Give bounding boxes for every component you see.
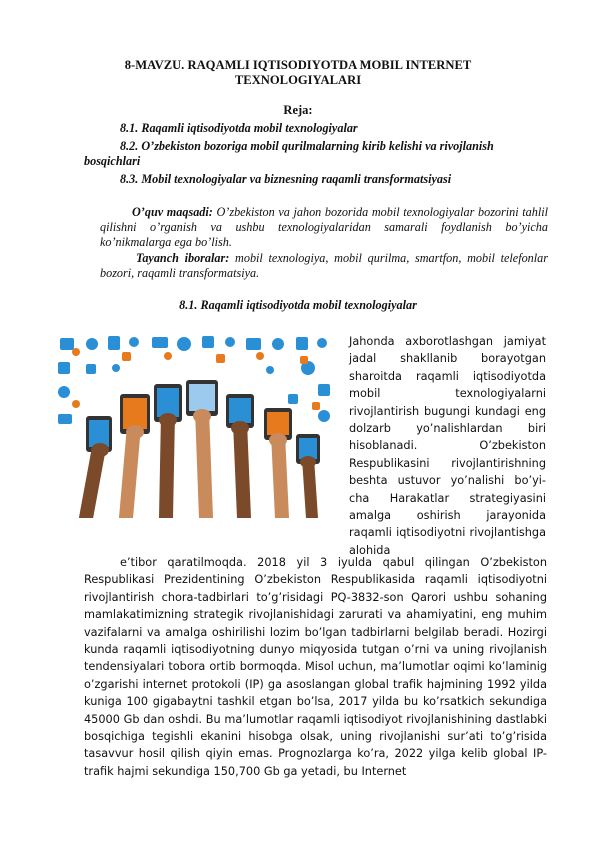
page-title: 8-MAVZU. RAQAMLI IQTISODIYOTDA MOBIL INTERNET TEXNOLOGIYALARI xyxy=(124,58,472,87)
keywords-text: mobil texnologiya, mobil qurilma, smartfon, mobil telefonlar bozori, raqamli transformatsiya. xyxy=(100,251,548,281)
keywords xyxy=(100,251,548,281)
plan-item-2: 8.2. O’zbekiston bozoriga mobil qurilmalarning kirib kelishi va rivojlanish bosqichlari xyxy=(84,139,494,168)
section-heading: 8.1. Raqamli iqtisodiyotda mobil texnologiyalar xyxy=(179,298,417,312)
goal-label: O’quv maqsadi: xyxy=(132,205,213,219)
learning-goal xyxy=(100,205,548,251)
body-paragraph: e’tibor qaratilmoqda. 2018 yil 3 iyulda qabul qilingan O’zbekiston Respublikasi Prezidentining O’zbekiston Respublikasida raqamli iqtisodiyotni rivojlantirish chora-tadbirlari to’g’risidagi PQ-3832-son Qarori ushbu sohaning mamlakatimizning strategik rivojlanishidagi zarurati va ahamiyatini, eng muhim vazifalarni va amalga oshirilishi lozim bo’lgan tadbirlarni belgilab beradi. Hozirgi kunda raqamli iqtisodiyotning dunyo miqyosida tutgan o’rni va uning rivojlanish tendensiyalari tobora ortib bormoqda. Misol uchun, ma’lumotlar oqimi ko’laminig o’zgarishi internet protokoli (IP) ga asoslangan global trafik hajmining 1992 yilda kuniga 100 gigabaytni tashkil etgan bo’lsa, 2017 yilda bu ko’rsatkich sekundiga 45000 Gb dan oshdi. Bu ma’lumotlar raqamli iqtisodiyot rivojlanishining dastlabki bosqichiga tegishli ekanini hisobga olsak, uning rivojlanishi sur’ati to’g’risida tasavvur hosil qilish qiyin emas. Prognozlarga ko’ra, 2022 yilga kelib global IP-trafik hajmi sekundiga 150,700 Gb ga yetadi, bu Internet xyxy=(84,556,547,778)
keywords-label: Tayanch iboralar: xyxy=(136,251,230,265)
intro-right-column: Jahonda axborotlashgan jamiyat jadal shakllanib borayotgan sharoitda raqamli iqtisodiyotda mobil texnologiyalarni rivojlantirish bugungi kundagi eng dolzarb yo’nalishlardan biri hisoblanadi. O’zbekiston Respublikasini rivojlantirishning beshta ustuvor yo’nalishi bo’yi-cha Harakatlar strategiyasini amalga oshirish jarayonida raqamli iqtisodiyotni rivojlantishga alohida xyxy=(349,335,546,557)
plan-item-1: 8.1. Raqamli iqtisodiyotda mobil texnologiyalar xyxy=(120,121,358,135)
goal-text: O’zbekiston va jahon bozorida mobil texnologiyalar bozorini tahlil qilishni o’rganish va ushbu texnologiyalaridan samarali foydlanish bo’yicha ko’nikmalarga ega bo’lish. xyxy=(100,205,549,250)
hands-holding-devices-icon xyxy=(56,334,332,518)
plan-item-3: 8.3. Mobil texnologiyalar va biznesning raqamli transformatsiyasi xyxy=(120,172,452,186)
plan-heading: Reja: xyxy=(283,103,313,117)
